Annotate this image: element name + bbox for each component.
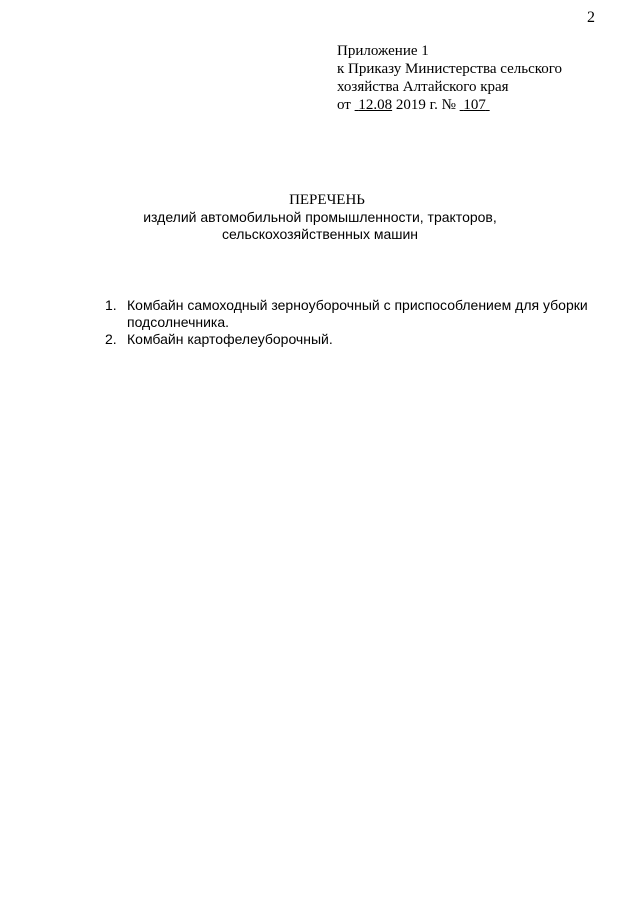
list-item-number: 1. bbox=[105, 297, 117, 313]
title-line-1: изделий автомобильной промышленности, тракторов, bbox=[143, 209, 497, 225]
date-value: 12.08 bbox=[358, 97, 393, 113]
year-text: 2019 г. № bbox=[395, 97, 456, 113]
appendix-title: Приложение 1 bbox=[337, 43, 429, 59]
date-prefix: от bbox=[337, 97, 351, 113]
list-item-number: 2. bbox=[105, 331, 117, 347]
appendix-ministry-line: хозяйства Алтайского края bbox=[337, 79, 509, 95]
order-number: 107 bbox=[463, 97, 486, 113]
list-item bbox=[105, 297, 605, 331]
title-line-2: сельскохозяйственных машин bbox=[221, 226, 419, 242]
title-heading: ПЕРЕЧЕНЬ bbox=[289, 192, 365, 208]
document-title bbox=[0, 192, 640, 243]
appendix-date-line bbox=[337, 96, 562, 114]
list-item bbox=[105, 331, 605, 348]
items-list bbox=[105, 297, 605, 348]
appendix-order-line: к Приказу Министерства сельского bbox=[337, 61, 563, 77]
list-item-text: Комбайн самоходный зерноуборочный с приспособлением для уборки подсолнечника. bbox=[127, 297, 588, 330]
appendix-block bbox=[337, 42, 562, 114]
page-number: 2 bbox=[587, 9, 595, 26]
list-item-text: Комбайн картофелеуборочный. bbox=[127, 331, 333, 347]
